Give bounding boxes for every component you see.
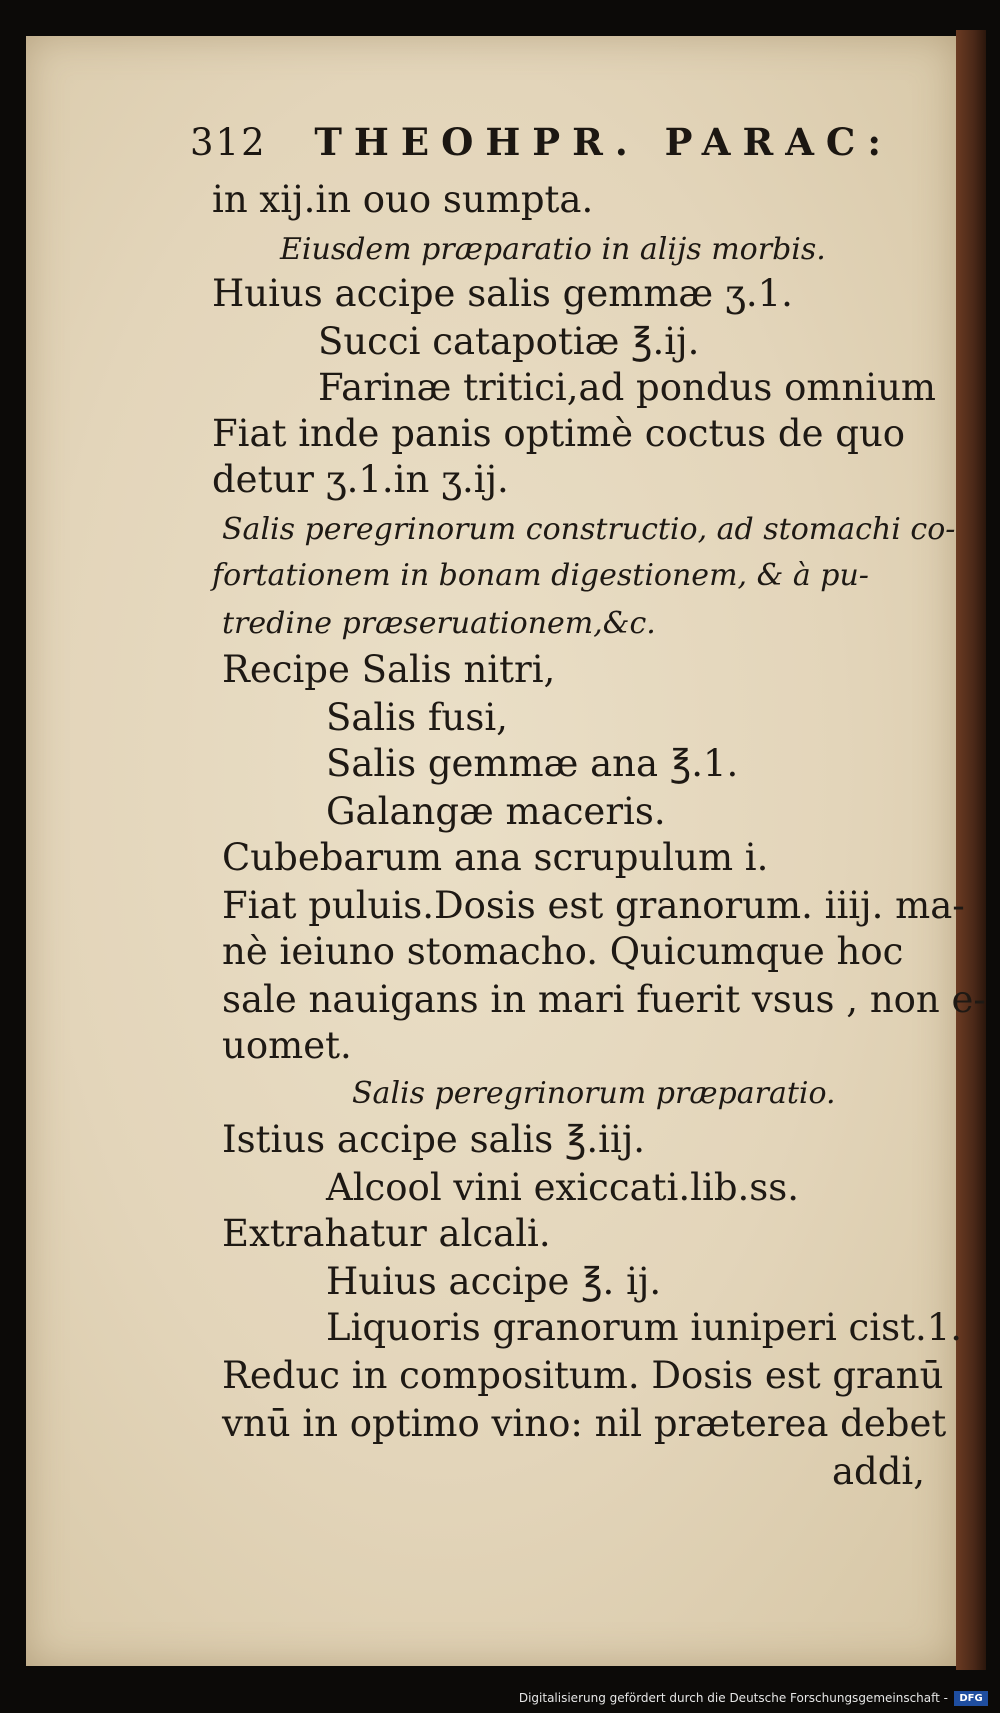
text-line: Salis fusi, bbox=[326, 696, 508, 739]
text-line: Fiat puluis.Dosis est granorum. iiij. ma- bbox=[222, 884, 965, 927]
funding-note: Digitalisierung gefördert durch die Deutsche Forschungsgemeinschaft - bbox=[518, 1691, 948, 1705]
page-header bbox=[190, 120, 893, 164]
text-line: Salis gemmæ ana ℥.1. bbox=[326, 742, 739, 785]
text-line: Liquoris granorum iuniperi cist.1. bbox=[326, 1306, 963, 1349]
text-line: vnū in optimo vino: nil præterea debet bbox=[222, 1402, 947, 1445]
catchword: addi, bbox=[832, 1450, 926, 1493]
section-heading: tredine præseruationem,&c. bbox=[222, 606, 656, 641]
text-line: Istius accipe salis ℥.iij. bbox=[222, 1118, 646, 1161]
text-line: sale nauigans in mari fuerit vsus , non e- bbox=[222, 978, 986, 1021]
running-title: THEOHPR. PARAC: bbox=[314, 120, 894, 164]
text-line: Extrahatur alcali. bbox=[222, 1212, 551, 1255]
text-line: Galangæ maceris. bbox=[326, 790, 666, 833]
section-heading: Eiusdem præparatio in alijs morbis. bbox=[280, 232, 826, 267]
page-number: 312 bbox=[190, 121, 267, 164]
text-line: Succi catapotiæ ℥.ij. bbox=[318, 320, 700, 363]
book-spine-edge bbox=[956, 30, 986, 1670]
text-line: Cubebarum ana scrupulum i. bbox=[222, 836, 769, 879]
text-line: detur ʒ.1.in ʒ.ij. bbox=[212, 458, 509, 501]
text-line: Recipe Salis nitri, bbox=[222, 648, 556, 691]
text-line: Huius accipe ℥. ij. bbox=[326, 1260, 662, 1303]
text-line: Farinæ tritici,ad pondus omnium bbox=[318, 366, 937, 409]
text-line: uomet. bbox=[222, 1024, 352, 1067]
digitization-footer bbox=[0, 1684, 1000, 1713]
section-heading: Salis peregrinorum præparatio. bbox=[352, 1076, 836, 1111]
dfg-logo: DFG bbox=[954, 1691, 988, 1706]
text-line: nè ieiuno stomacho. Quicumque hoc bbox=[222, 930, 904, 973]
text-line: Huius accipe salis gemmæ ʒ.1. bbox=[212, 272, 793, 315]
text-line: Fiat inde panis optimè coctus de quo bbox=[212, 412, 906, 455]
text-line: in xij.in ouo sumpta. bbox=[212, 178, 594, 221]
section-heading: fortationem in bonam digestionem, & à pu- bbox=[212, 558, 869, 593]
text-line: Alcool vini exiccati.lib.ss. bbox=[326, 1166, 799, 1209]
text-line: Reduc in compositum. Dosis est granū bbox=[222, 1354, 944, 1397]
section-heading: Salis peregrinorum constructio, ad stomachi co- bbox=[222, 512, 956, 547]
